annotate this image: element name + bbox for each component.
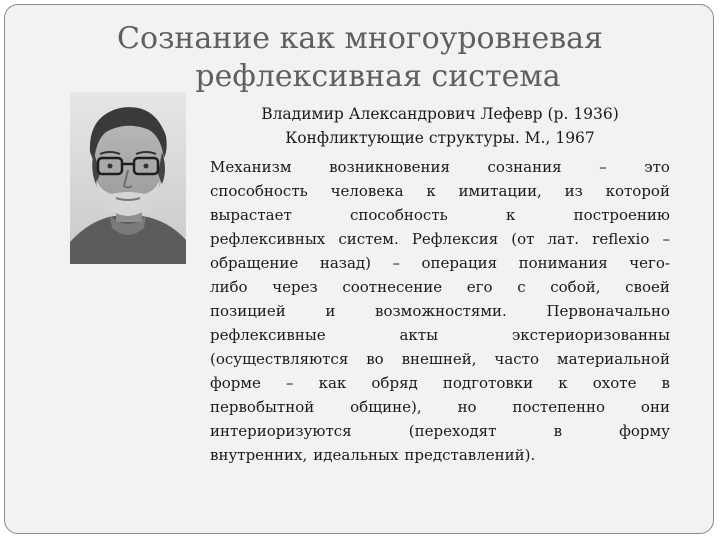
author-book-reference: Конфликтующие структуры. М., 1967 [285, 129, 595, 147]
body-word: подготовки [442, 374, 534, 392]
body-word: (осуществляются [210, 350, 349, 368]
body-word: – [286, 374, 294, 392]
body-word: материальной [556, 350, 670, 368]
body-word: своей [625, 278, 670, 296]
body-word: способность [210, 182, 308, 200]
body-word: постепенно [512, 398, 606, 416]
body-word: интериоризуются [210, 422, 352, 440]
portrait-photo [70, 92, 186, 264]
body-word: охоте [592, 374, 637, 392]
body-word: через [272, 278, 318, 296]
body-word: в [553, 422, 563, 440]
body-word: понимания [518, 254, 608, 272]
body-word: к [506, 206, 516, 224]
body-word: из [564, 182, 583, 200]
body-word: идеальных [313, 446, 399, 464]
body-word: Первоначально [546, 302, 670, 320]
body-word: акты [399, 326, 439, 344]
body-word: способность [350, 206, 448, 224]
body-word: обращение [210, 254, 299, 272]
body-word: систем. [338, 230, 399, 248]
body-word: операция [421, 254, 498, 272]
body-word: – [662, 230, 670, 248]
body-word: форме [210, 374, 261, 392]
body-word: с [517, 278, 526, 296]
body-word: рефлексивных [210, 230, 326, 248]
body-line [210, 275, 670, 299]
body-line [210, 203, 670, 227]
body-line [210, 251, 670, 275]
body-line [210, 323, 670, 347]
body-word: собой, [550, 278, 601, 296]
body-word: возможностями. [375, 302, 507, 320]
body-word: в [661, 374, 670, 392]
body-word: – [599, 158, 607, 176]
body-paragraph [210, 155, 670, 467]
body-word: вырастает [210, 206, 292, 224]
body-line [210, 155, 670, 179]
body-word: имитации, [458, 182, 542, 200]
body-line [210, 395, 670, 419]
body-word: но [457, 398, 477, 416]
body-word: обряд [371, 374, 418, 392]
body-word: экстериоризованны [511, 326, 670, 344]
author-info [210, 102, 670, 150]
body-word: рефлексивные [210, 326, 326, 344]
body-word: внешней, [401, 350, 477, 368]
body-line [210, 371, 670, 395]
body-word: как [318, 374, 347, 392]
body-word: форму [619, 422, 670, 440]
title-line-1: Сознание как многоуровневая [117, 21, 603, 56]
body-word: Механизм [210, 158, 292, 176]
body-word: соотнесение [342, 278, 443, 296]
body-word: его [466, 278, 493, 296]
body-line [210, 347, 670, 371]
body-word: внутренних, [210, 446, 308, 464]
body-word: это [644, 158, 670, 176]
body-word: общине), [350, 398, 422, 416]
body-word: сознания [487, 158, 562, 176]
body-word: которой [605, 182, 670, 200]
title-line-2: рефлексивная система [195, 59, 561, 94]
author-name-years: Владимир Александрович Лефевр (р. 1936) [261, 105, 619, 123]
body-word: часто [494, 350, 539, 368]
body-word: первобытной [210, 398, 315, 416]
body-word: чего- [629, 254, 670, 272]
body-word: они [640, 398, 670, 416]
body-word: к [558, 374, 568, 392]
body-line [210, 419, 670, 443]
body-word: к [426, 182, 436, 200]
body-word: и [325, 302, 336, 320]
body-word: либо [210, 278, 248, 296]
body-word: Рефлексия [411, 230, 499, 248]
body-word: – [392, 254, 400, 272]
body-word: построению [573, 206, 670, 224]
body-word: позицией [210, 302, 286, 320]
slide-title [0, 20, 720, 96]
body-word: лат. [547, 230, 580, 248]
body-word: представлений). [404, 446, 536, 464]
body-word: во [366, 350, 384, 368]
portrait-icon [70, 92, 186, 264]
body-line [210, 227, 670, 251]
body-word: назад) [319, 254, 371, 272]
body-word: reflexio [592, 230, 650, 248]
body-line [210, 443, 670, 467]
body-word: возникновения [329, 158, 450, 176]
body-word: человека [330, 182, 404, 200]
body-line [210, 299, 670, 323]
body-line [210, 179, 670, 203]
body-word: (переходят [408, 422, 497, 440]
body-word: (от [511, 230, 535, 248]
